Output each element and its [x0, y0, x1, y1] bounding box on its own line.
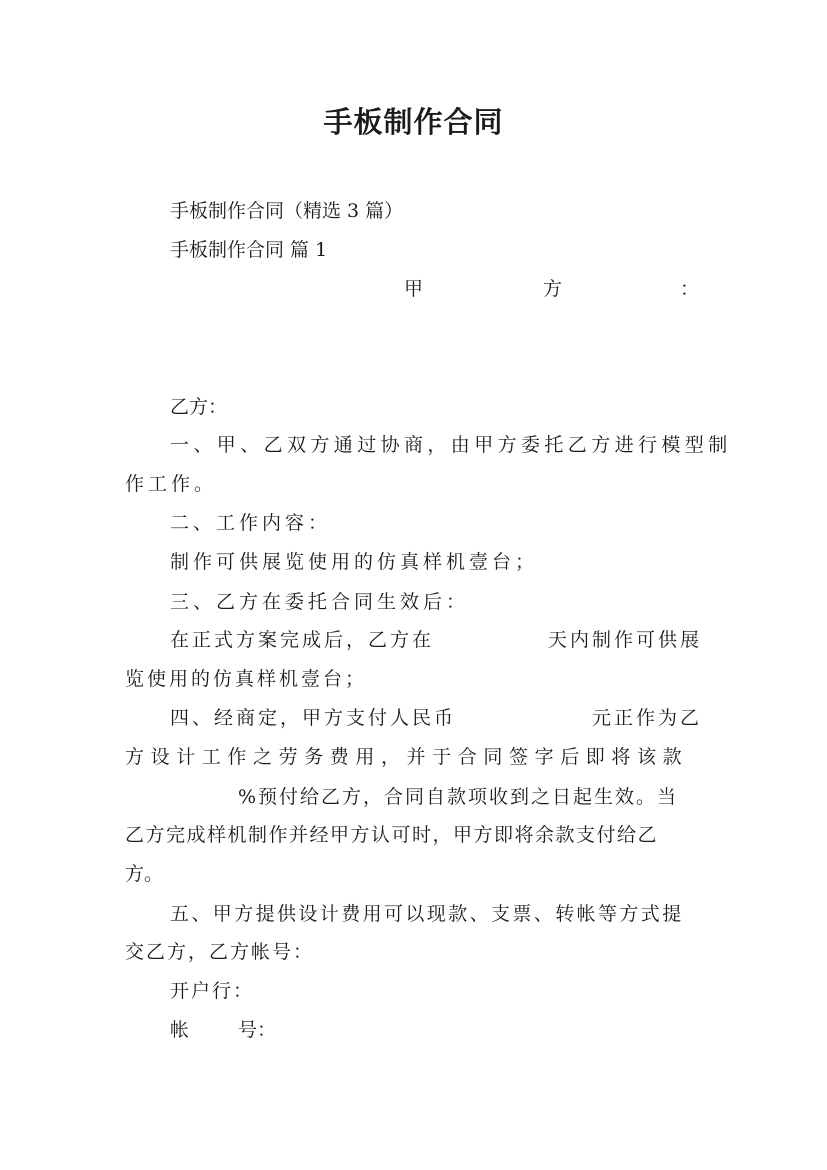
- party-a-label-2: 方: [543, 278, 563, 300]
- clause-2-heading: 二、工作内容：: [170, 512, 332, 534]
- account-label-2: 号：: [238, 1019, 277, 1041]
- clause-4-line-2: 方设计工作之劳务费用，并于合同签字后即将该款: [125, 746, 689, 768]
- clause-4-line-3: %预付给乙方，合同自款项收到之日起生效。当: [238, 786, 679, 808]
- clause-3-text-right: 天内制作可供展: [547, 629, 702, 651]
- clause-3-text-left: 在正式方案完成后，乙方在: [170, 629, 435, 651]
- clause-3-heading: 三、乙方在委托合同生效后：: [170, 591, 470, 613]
- page-title: 手板制作合同: [323, 105, 504, 139]
- clause-4-text-left: 四、经商定，甲方支付人民币: [170, 707, 457, 729]
- clause-4-line-5: 方。: [125, 863, 164, 885]
- clause-3-line-2: 览使用的仿真样机壹台；: [125, 668, 368, 690]
- account-label: 帐: [170, 1019, 190, 1041]
- part-heading: 手板制作合同 篇 1: [170, 239, 328, 261]
- party-b-label: 乙方：: [170, 396, 228, 418]
- clause-2-detail: 制作可供展览使用的仿真样机壹台；: [170, 551, 539, 573]
- clause-1-text: 一、甲、乙双方通过协商，由甲方委托乙方进行模型制: [170, 434, 732, 456]
- clause-1-line-1: [170, 432, 732, 458]
- clause-5-line-1: 五、甲方提供设计费用可以现款、支票、转帐等方式提: [170, 903, 684, 925]
- subtitle: 手板制作合同（精选 3 篇）: [170, 200, 404, 222]
- party-a-label: 甲: [404, 278, 424, 300]
- party-a-colon: ：: [680, 278, 700, 300]
- clause-4-line-4: 乙方完成样机制作并经甲方认可时，甲方即将余款支付给乙: [125, 824, 659, 846]
- clause-4-text-right: 元正作为乙: [591, 707, 702, 729]
- bank-label: 开户行：: [170, 980, 255, 1002]
- clause-4-line-1: [170, 705, 702, 731]
- clause-5-line-2: 交乙方，乙方帐号：: [125, 941, 315, 963]
- clause-3-line-1: [170, 627, 702, 653]
- clause-1-line-2: 作工作。: [125, 473, 218, 495]
